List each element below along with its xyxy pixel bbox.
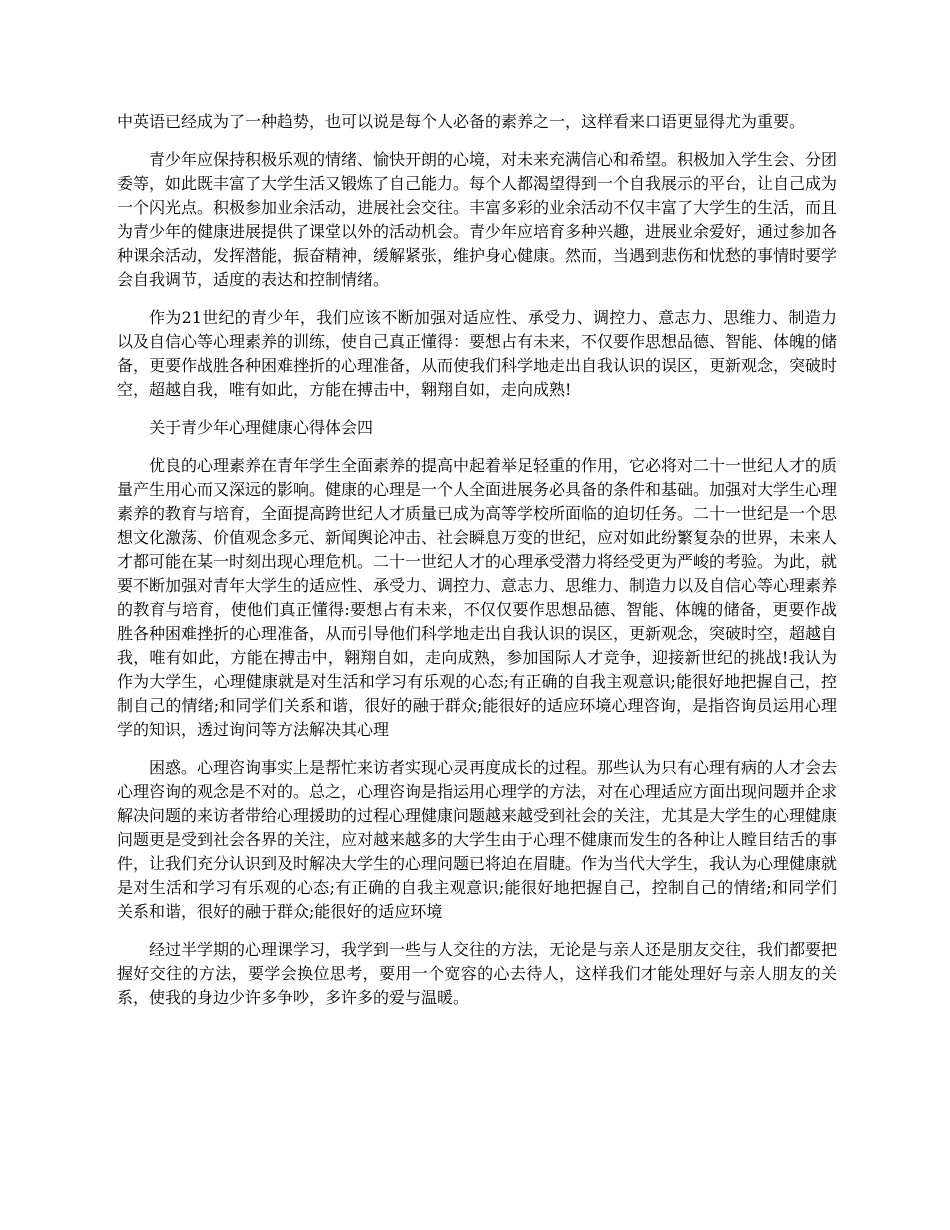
paragraph-continuation: 中英语已经成为了一种趋势，也可以说是每个人必备的素养之一，这样看来口语更显得尤为重要。 [117,112,806,131]
paragraph: 优良的心理素养在青年学生全面素养的提高中起着举足轻重的作用，它必将对二十一世纪人才的质量产生用心而又深远的影响。健康的心理是一个人全面进展务必具备的条件和基础。加强对大学生心理素养的教育与培育，全面提高跨世纪人才质量已成为高等学校所面临的迫切任务。二十一世纪是一个思想文化激荡、价值观念多元、新闻舆论冲击、社会瞬息万变的世纪，应对如此纷繁复杂的世界，未来人才都可能在某一时刻出现心理危机。二十一世纪人才的心理承受潜力将经受更为严峻的考验。为此，就要不断加强对青年大学生的适应性、承受力、调控力、意志力、思维力、制造力以及自信心等心理素养的教育与培育，使他们真正懂得:要想占有未来，不仅仅要作思想品德、智能、体魄的储备，更要作战胜各种困难挫折的心理准备，从而引导他们科学地走出自我认识的误区，更新观念，突破时空，超越自我，唯有如此，方能在搏击中，翱翔自如，走向成熟，参加国际人才竞争，迎接新世纪的挑战!我认为作为大学生，心理健康就是对生活和学习有乐观的心态;有正确的自我主观意识;能很好地把握自己，控制自己的情绪;和同学们关系和谐，很好的融于群众;能很好的适应环境心理咨询，是指咨询员运用心理学的知识，透过询问等方法解决其心理 [117,456,838,739]
paragraph: 青少年应保持积极乐观的情绪、愉快开朗的心境，对未来充满信心和希望。积极加入学生会、分团委等，如此既丰富了大学生活又锻炼了自己能力。每个人都渴望得到一个自我展示的平台，让自己成为一个闪光点。积极参加业余活动，进展社会交往。丰富多彩的业余活动不仅丰富了大学生的生活，而且为青少年的健康进展提供了课堂以外的活动机会。青少年应培育多种兴趣，进展业余爱好，通过参加各种课余活动，发挥潜能，振奋精神，缓解紧张，维护身心健康。然而，当遇到悲伤和忧愁的事情时要学会自我调节，适度的表达和控制情绪。 [117,150,838,289]
paragraph: 作为21世纪的青少年，我们应该不断加强对适应性、承受力、调控力、意志力、思维力、制造力以及自信心等心理素养的训练，使自己真正懂得：要想占有未来，不仅要作思想品德、智能、体魄的储备，更要作战胜各种困难挫折的心理准备，从而使我们科学地走出自我认识的误区，更新观念，突破时空，超越自我，唯有如此，方能在搏击中，翱翔自如，走向成熟! [117,308,838,399]
section-heading: 关于青少年心理健康心得体会四 [149,418,374,437]
paragraph: 困惑。心理咨询事实上是帮忙来访者实现心灵再度成长的过程。那些认为只有心理有病的人才会去心理咨询的观念是不对的。总之，心理咨询是指运用心理学的方法，对在心理适应方面出现问题并企求解决问题的来访者带给心理援助的过程心理健康问题越来越受到社会的关注，尤其是大学生的心理健康问题更是受到社会各界的关注，应对越来越多的大学生由于心理不健康而发生的各种让人瞠目结舌的事件，让我们充分认识到及时解决大学生的心理问题已将迫在眉睫。作为当代大学生，我认为心理健康就是对生活和学习有乐观的心态;有正确的自我主观意识;能很好地把握自己，控制自己的情绪;和同学们关系和谐，很好的融于群众;能很好的适应环境 [117,758,838,921]
paragraph: 经过半学期的心理课学习，我学到一些与人交往的方法，无论是与亲人还是朋友交往，我们都要把握好交往的方法，要学会换位思考，要用一个宽容的心去待人，这样我们才能处理好与亲人朋友的关系，使我的身边少许多争吵，多许多的爱与温暖。 [117,940,838,1007]
document-page [117,110,837,1024]
